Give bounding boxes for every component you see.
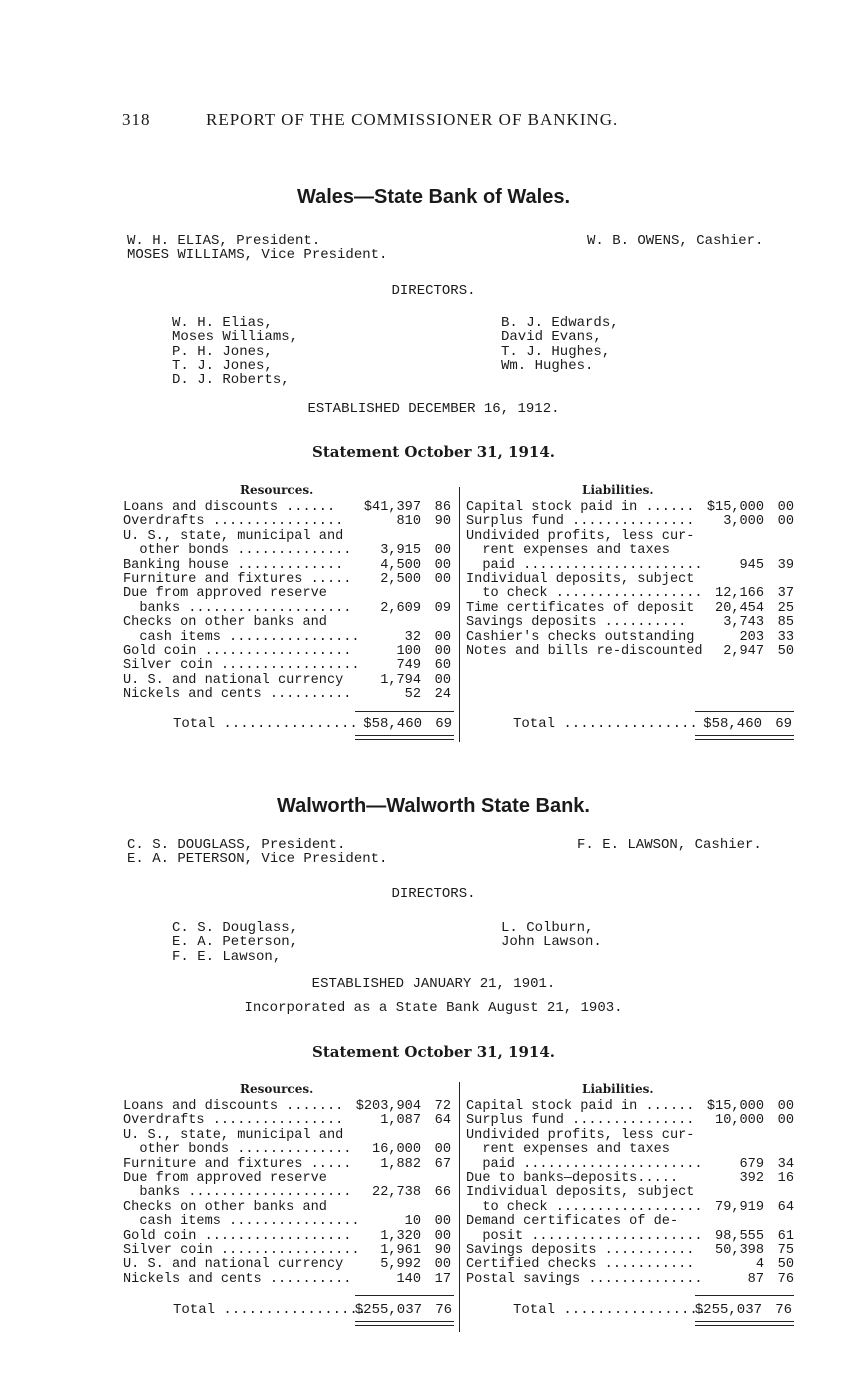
ledger-row <box>466 602 796 616</box>
ledger-row-dollars: 1,961 <box>380 1242 421 1258</box>
ledger-row-dollars: 10,000 <box>715 1113 764 1129</box>
ledger-row-label: Due to banks—deposits..... <box>466 1170 679 1186</box>
directors-heading: DIRECTORS. <box>391 283 476 299</box>
ledger-row-label: banks .................... <box>123 600 352 616</box>
ledger-row-cents: 90 <box>434 1242 451 1258</box>
ledger-row-dollars: 203 <box>739 629 764 645</box>
established-date: ESTABLISHED JANUARY 21, 1901. <box>311 976 556 992</box>
ledger-row-dollars: 810 <box>396 514 421 530</box>
double-rule-liabilities-b <box>695 739 794 740</box>
ledger-row <box>466 1273 796 1287</box>
double-rule-liabilities-b <box>695 1325 794 1326</box>
double-rule-resources-a <box>355 735 454 736</box>
ledger-row-cents: 00 <box>777 1113 794 1129</box>
directors-list-right: L. Colburn, John Lawson. <box>501 920 602 951</box>
ledger-row-cents: 09 <box>434 600 451 616</box>
running-title: REPORT OF THE COMMISSIONER OF BANKING. <box>206 110 619 129</box>
liabilities-total-cents: 69 <box>775 716 792 732</box>
ledger-row-cents: 34 <box>777 1156 794 1172</box>
ledger-row-label: Gold coin .................. <box>123 643 352 659</box>
ledger-row-label: Savings deposits ........... <box>466 1242 695 1258</box>
ledger-row-label: paid ...................... <box>466 1156 703 1172</box>
ledger-row <box>123 515 453 529</box>
directors-heading: DIRECTORS. <box>391 886 476 902</box>
ledger-row-label: Undivided profits, less cur- <box>466 1127 695 1143</box>
ledger-row-cents: 00 <box>434 543 451 559</box>
ledger-row <box>123 688 453 702</box>
ledger-row-label: to check .................. <box>466 586 703 602</box>
ledger-row-dollars: 3,000 <box>723 514 764 530</box>
ledger-row <box>123 1273 453 1287</box>
ledger-row <box>466 587 796 601</box>
ledger-row-dollars: 1,882 <box>380 1156 421 1172</box>
incorporated-date: Incorporated as a State Bank August 21, 1903. <box>244 1000 623 1016</box>
ledger-row <box>466 1258 796 1272</box>
ledger-row-label: Time certificates of deposit <box>466 600 695 616</box>
ledger-row-cents: 16 <box>777 1170 794 1186</box>
ledger-row-label: Nickels and cents .......... <box>123 687 352 703</box>
ledger-row-dollars: 2,609 <box>380 600 421 616</box>
liabilities-table <box>466 501 796 659</box>
liabilities-total-dollars: $255,037 <box>694 1302 762 1318</box>
ledger-row <box>123 1215 453 1229</box>
ledger-row <box>123 559 453 573</box>
column-divider <box>459 1082 460 1332</box>
ledger-row-dollars: 10 <box>404 1214 421 1230</box>
ledger-row-dollars: 98,555 <box>715 1228 764 1244</box>
ledger-row-dollars: 749 <box>396 658 421 674</box>
double-rule-resources-b <box>355 1325 454 1326</box>
ledger-row-dollars: 1,320 <box>380 1228 421 1244</box>
ledger-row <box>123 1158 453 1172</box>
ledger-row <box>123 645 453 659</box>
ledger-row <box>123 587 453 601</box>
ledger-row-dollars: 945 <box>739 557 764 573</box>
ledger-row-label: Banking house ............. <box>123 557 344 573</box>
established-date: ESTABLISHED DECEMBER 16, 1912. <box>307 401 560 417</box>
ledger-row-label: Surplus fund ............... <box>466 1113 695 1129</box>
ledger-row-cents: 67 <box>434 1156 451 1172</box>
ledger-row <box>466 559 796 573</box>
ledger-row <box>466 1129 796 1143</box>
resources-total-cents: 76 <box>435 1302 452 1318</box>
ledger-row-label: Due from approved reserve <box>123 1170 327 1186</box>
ledger-row <box>466 544 796 558</box>
liabilities-total-cents: 76 <box>775 1302 792 1318</box>
ledger-row-label: U. S. and national currency <box>123 672 344 688</box>
ledger-row-dollars: 4 <box>755 1257 764 1273</box>
ledger-row-label: Individual deposits, subject <box>466 571 695 587</box>
ledger-row <box>123 1172 453 1186</box>
ledger-row-dollars: 50,398 <box>715 1242 764 1258</box>
total-rule-liabilities <box>695 1295 794 1296</box>
ledger-row-dollars: 22,738 <box>372 1185 421 1201</box>
ledger-row-label: Silver coin ................. <box>123 1242 360 1258</box>
ledger-row-dollars: 87 <box>747 1271 764 1287</box>
ledger-row-label: Capital stock paid in ...... <box>466 500 695 515</box>
resources-table <box>123 501 453 702</box>
directors-list-left: C. S. Douglass, E. A. Peterson, F. E. Lawson, <box>172 920 299 965</box>
ledger-row-label: Checks on other banks and <box>123 615 327 631</box>
ledger-row <box>466 1143 796 1157</box>
resources-total-dollars: $255,037 <box>354 1302 422 1318</box>
ledger-row-cents: 76 <box>777 1271 794 1287</box>
resources-heading: Resources. <box>240 1082 314 1096</box>
ledger-row <box>123 1258 453 1272</box>
ledger-row <box>466 501 796 515</box>
ledger-row-cents: 00 <box>434 1257 451 1273</box>
ledger-row-dollars: 3,743 <box>723 615 764 631</box>
ledger-row-cents: 39 <box>777 557 794 573</box>
resources-table <box>123 1100 453 1287</box>
ledger-row-cents: 75 <box>777 1242 794 1258</box>
double-rule-resources-a <box>355 1321 454 1322</box>
ledger-row-dollars: 5,992 <box>380 1257 421 1273</box>
ledger-row-dollars: 16,000 <box>372 1142 421 1158</box>
ledger-row-cents: 90 <box>434 514 451 530</box>
ledger-row <box>123 1143 453 1157</box>
officer-vice-president: MOSES WILLIAMS, Vice President. <box>127 247 388 263</box>
statement-title: Statement October 31, 1914. <box>311 443 555 461</box>
ledger-row-label: Overdrafts ................ <box>123 514 344 530</box>
ledger-row-dollars: 52 <box>404 687 421 703</box>
ledger-row-cents: 64 <box>434 1113 451 1129</box>
ledger-row-label: Gold coin .................. <box>123 1228 352 1244</box>
officer-vice-president: E. A. PETERSON, Vice President. <box>127 851 388 867</box>
ledger-row-label: other bonds .............. <box>123 543 352 559</box>
ledger-row-label: rent expenses and taxes <box>466 1142 670 1158</box>
ledger-row-cents: 00 <box>434 1214 451 1230</box>
ledger-row-dollars: 1,087 <box>380 1113 421 1129</box>
ledger-row <box>123 573 453 587</box>
ledger-row-label: Loans and discounts ....... <box>123 1099 344 1114</box>
ledger-row-cents: 24 <box>434 687 451 703</box>
double-rule-liabilities-a <box>695 1321 794 1322</box>
liabilities-table <box>466 1100 796 1287</box>
ledger-row-label: Cashier's checks outstanding <box>466 629 695 645</box>
ledger-row-label: cash items ................ <box>123 629 360 645</box>
ledger-row <box>123 1186 453 1200</box>
ledger-row-cents: 00 <box>434 643 451 659</box>
resources-total-dollars: $58,460 <box>363 716 422 732</box>
ledger-row-cents: 00 <box>777 514 794 530</box>
ledger-row-label: U. S., state, municipal and <box>123 1127 344 1143</box>
ledger-row-label: Due from approved reserve <box>123 586 327 602</box>
ledger-row <box>466 1158 796 1172</box>
ledger-row-dollars: 3,915 <box>380 543 421 559</box>
officer-cashier: F. E. LAWSON, Cashier. <box>577 837 762 853</box>
ledger-row <box>123 602 453 616</box>
directors-list-right: B. J. Edwards, David Evans, T. J. Hughes, Wm. Hughes. <box>501 315 619 374</box>
ledger-row-label: to check .................. <box>466 1199 703 1215</box>
ledger-row-cents: 50 <box>777 643 794 659</box>
liabilities-heading: Liabilities. <box>582 1082 654 1096</box>
ledger-row <box>466 616 796 630</box>
ledger-row <box>123 501 453 515</box>
ledger-row-cents: 72 <box>434 1099 451 1114</box>
ledger-row-label: other bonds .............. <box>123 1142 352 1158</box>
ledger-row-label: cash items ................ <box>123 1214 360 1230</box>
ledger-row <box>123 1114 453 1128</box>
ledger-row-dollars: 2,500 <box>380 571 421 587</box>
ledger-row-cents: 37 <box>777 586 794 602</box>
ledger-row-cents: 00 <box>777 500 794 515</box>
ledger-row <box>466 1100 796 1114</box>
ledger-row-cents: 85 <box>777 615 794 631</box>
ledger-row-dollars: 100 <box>396 643 421 659</box>
ledger-row-dollars: 20,454 <box>715 600 764 616</box>
ledger-row <box>123 631 453 645</box>
ledger-row-label: Furniture and fixtures ..... <box>123 1156 352 1172</box>
ledger-row-label: Checks on other banks and <box>123 1199 327 1215</box>
liabilities-total-label: Total ................ <box>513 716 698 732</box>
ledger-row <box>123 1230 453 1244</box>
ledger-row-dollars: 392 <box>739 1170 764 1186</box>
bank-title: Wales—State Bank of Wales. <box>296 186 571 208</box>
ledger-row <box>466 1215 796 1229</box>
ledger-row-label: Postal savings .............. <box>466 1271 703 1287</box>
ledger-row-label: paid ...................... <box>466 557 703 573</box>
ledger-row-label: Overdrafts ................ <box>123 1113 344 1129</box>
ledger-row-cents: 86 <box>434 500 451 515</box>
liabilities-total-dollars: $58,460 <box>703 716 762 732</box>
ledger-row <box>123 659 453 673</box>
ledger-row-label: Capital stock paid in ...... <box>466 1099 695 1114</box>
ledger-row-cents: 00 <box>434 557 451 573</box>
ledger-row-label: Demand certificates of de- <box>466 1214 679 1230</box>
ledger-row <box>466 1230 796 1244</box>
ledger-row-cents: 00 <box>434 1142 451 1158</box>
ledger-row <box>123 1129 453 1143</box>
ledger-row-cents: 00 <box>434 571 451 587</box>
ledger-row-label: Silver coin ................. <box>123 658 360 674</box>
ledger-row <box>123 1244 453 1258</box>
ledger-row-dollars: 1,794 <box>380 672 421 688</box>
ledger-row-dollars: $15,000 <box>706 500 764 515</box>
ledger-row <box>466 645 796 659</box>
ledger-row-label: Surplus fund ............... <box>466 514 695 530</box>
ledger-row-cents: 61 <box>777 1228 794 1244</box>
resources-total-label: Total ................. <box>173 1302 367 1318</box>
ledger-row-dollars: 32 <box>404 629 421 645</box>
ledger-row-cents: 00 <box>434 672 451 688</box>
ledger-row-dollars: $41,397 <box>363 500 421 515</box>
ledger-row-label: Certified checks ........... <box>466 1257 695 1273</box>
ledger-row-cents: 00 <box>434 629 451 645</box>
ledger-row-label: Loans and discounts ...... <box>123 500 336 515</box>
total-rule-resources <box>355 711 454 712</box>
ledger-row <box>466 631 796 645</box>
ledger-row-dollars: 2,947 <box>723 643 764 659</box>
ledger-row <box>466 530 796 544</box>
ledger-row <box>123 616 453 630</box>
ledger-row-cents: 00 <box>777 1099 794 1114</box>
ledger-row-label: rent expenses and taxes <box>466 543 670 559</box>
ledger-row-label: Nickels and cents .......... <box>123 1271 352 1287</box>
ledger-row <box>123 544 453 558</box>
ledger-row-dollars: 4,500 <box>380 557 421 573</box>
liabilities-total-label: Total ................. <box>513 1302 707 1318</box>
ledger-row <box>466 1186 796 1200</box>
statement-title: Statement October 31, 1914. <box>311 1043 555 1061</box>
resources-total-cents: 69 <box>435 716 452 732</box>
page-number: 318 <box>122 110 151 129</box>
resources-heading: Resources. <box>240 483 314 497</box>
ledger-row-label: Savings deposits .......... <box>466 615 687 631</box>
ledger-row-cents: 17 <box>434 1271 451 1287</box>
ledger-row-cents: 50 <box>777 1257 794 1273</box>
ledger-row-label: Individual deposits, subject <box>466 1185 695 1201</box>
ledger-row-cents: 60 <box>434 658 451 674</box>
ledger-row-label: Notes and bills re-discounted <box>466 643 703 659</box>
resources-total-label: Total ................ <box>173 716 358 732</box>
ledger-row-dollars: 79,919 <box>715 1199 764 1215</box>
total-rule-liabilities <box>695 711 794 712</box>
ledger-row-cents: 33 <box>777 629 794 645</box>
liabilities-heading: Liabilities. <box>582 483 654 497</box>
ledger-row <box>466 1172 796 1186</box>
ledger-row-dollars: 140 <box>396 1271 421 1287</box>
ledger-row-label: U. S., state, municipal and <box>123 528 344 544</box>
bank-title: Walworth—Walworth State Bank. <box>277 795 590 817</box>
ledger-row-label: Undivided profits, less cur- <box>466 528 695 544</box>
ledger-row-cents: 25 <box>777 600 794 616</box>
double-rule-resources-b <box>355 739 454 740</box>
ledger-row-cents: 64 <box>777 1199 794 1215</box>
ledger-row-dollars: 679 <box>739 1156 764 1172</box>
ledger-row-cents: 00 <box>434 1228 451 1244</box>
ledger-row <box>123 1100 453 1114</box>
ledger-row-cents: 66 <box>434 1185 451 1201</box>
ledger-row <box>466 515 796 529</box>
ledger-row-label: banks .................... <box>123 1185 352 1201</box>
ledger-row <box>466 1201 796 1215</box>
double-rule-liabilities-a <box>695 735 794 736</box>
ledger-row <box>466 1244 796 1258</box>
ledger-row-dollars: $15,000 <box>706 1099 764 1114</box>
ledger-row-label: posit ..................... <box>466 1228 703 1244</box>
ledger-row <box>123 530 453 544</box>
column-divider <box>459 487 460 742</box>
ledger-row <box>466 1114 796 1128</box>
total-rule-resources <box>355 1295 454 1296</box>
ledger-row <box>123 1201 453 1215</box>
ledger-row <box>123 674 453 688</box>
ledger-row <box>466 573 796 587</box>
officer-president: C. S. DOUGLASS, President. <box>127 837 346 853</box>
ledger-row-label: U. S. and national currency <box>123 1257 344 1273</box>
directors-list-left: W. H. Elias, Moses Williams, P. H. Jones, T. J. Jones, D. J. Roberts, <box>172 315 299 389</box>
ledger-row-dollars: 12,166 <box>715 586 764 602</box>
ledger-row-label: Furniture and fixtures ..... <box>123 571 352 587</box>
officer-president: W. H. ELIAS, President. <box>127 233 321 249</box>
ledger-row-dollars: $203,904 <box>355 1099 421 1114</box>
officer-cashier: W. B. OWENS, Cashier. <box>587 233 764 249</box>
